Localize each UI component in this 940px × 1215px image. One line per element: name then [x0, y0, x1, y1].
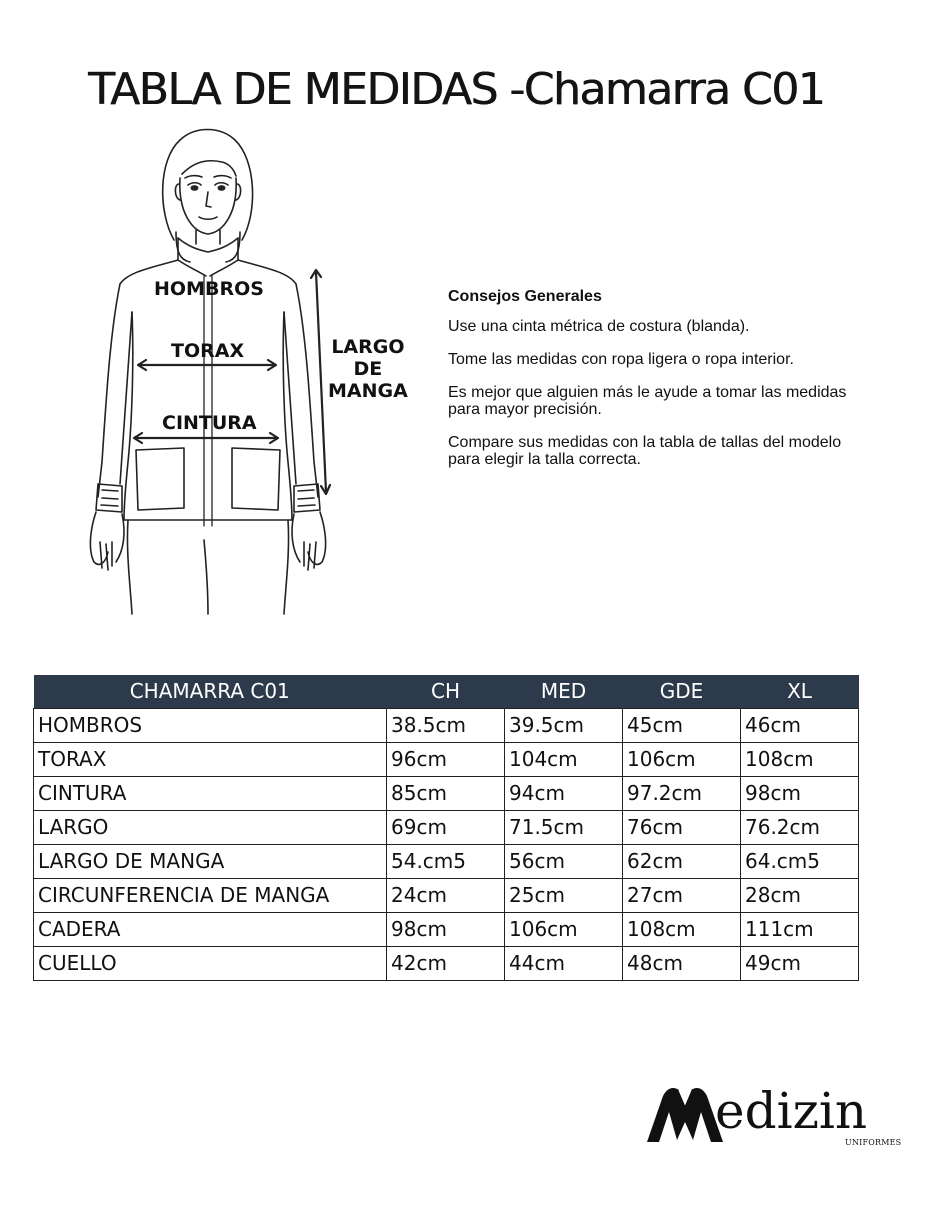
advice-item: Tome las medidas con ropa ligera o ropa interior. [448, 351, 794, 368]
table-cell: 106cm [505, 912, 623, 946]
general-advice [448, 288, 888, 484]
table-cell: HOMBROS [34, 708, 387, 742]
table-cell: 76.2cm [741, 810, 859, 844]
table-cell: 56cm [505, 844, 623, 878]
table-cell: 42cm [387, 946, 505, 980]
table-cell: CINTURA [34, 776, 387, 810]
table-cell: 111cm [741, 912, 859, 946]
column-header: MED [505, 675, 623, 708]
table-cell: 85cm [387, 776, 505, 810]
page-title: TABLA DE MEDIDAS -Chamarra C01 [88, 64, 825, 115]
table-row [34, 742, 859, 776]
table-cell: LARGO [34, 810, 387, 844]
table-cell: 28cm [741, 878, 859, 912]
table-cell: 69cm [387, 810, 505, 844]
table-row [34, 810, 859, 844]
table-row [34, 776, 859, 810]
table-cell: 27cm [623, 878, 741, 912]
advice-item: Use una cinta métrica de costura (blanda). [448, 318, 750, 335]
cintura-label: CINTURA [162, 412, 257, 434]
table-cell: CUELLO [34, 946, 387, 980]
table-cell: 46cm [741, 708, 859, 742]
brand-tagline: UNIFORMES [845, 1138, 902, 1147]
table-cell: 96cm [387, 742, 505, 776]
table-cell: TORAX [34, 742, 387, 776]
table-cell: 108cm [623, 912, 741, 946]
table-cell: 104cm [505, 742, 623, 776]
table-cell: 62cm [623, 844, 741, 878]
table-cell: 48cm [623, 946, 741, 980]
table-cell: 94cm [505, 776, 623, 810]
table-cell: 54.cm5 [387, 844, 505, 878]
largo-de-manga-label: LARGO DE MANGA [328, 336, 408, 402]
advice-item: Compare sus medidas con la tabla de tallas del modelo para elegir la talla correcta. [448, 434, 842, 468]
jacket-illustration [80, 122, 420, 617]
torax-label: TORAX [171, 340, 245, 362]
table-cell: LARGO DE MANGA [34, 844, 387, 878]
table-header-row [34, 675, 859, 708]
table-row [34, 946, 859, 980]
table-cell: 24cm [387, 878, 505, 912]
table-cell: CIRCUNFERENCIA DE MANGA [34, 878, 387, 912]
table-cell: 98cm [387, 912, 505, 946]
table-cell: 39.5cm [505, 708, 623, 742]
column-header: XL [741, 675, 859, 708]
table-cell: 97.2cm [623, 776, 741, 810]
table-cell: 49cm [741, 946, 859, 980]
column-header: CH [387, 675, 505, 708]
table-cell: 45cm [623, 708, 741, 742]
advice-item: Es mejor que alguien más le ayude a tomar las medidas para mayor precisión. [448, 384, 847, 418]
table-cell: 64.cm5 [741, 844, 859, 878]
table-row [34, 912, 859, 946]
table-row [34, 878, 859, 912]
column-header: CHAMARRA C01 [34, 675, 387, 708]
table-cell: 25cm [505, 878, 623, 912]
size-table [33, 675, 859, 981]
hombros-label: HOMBROS [154, 278, 264, 300]
brand-name: edizin [715, 1082, 868, 1140]
column-header: GDE [623, 675, 741, 708]
table-cell: 108cm [741, 742, 859, 776]
advice-title: Consejos Generales [448, 288, 602, 305]
table-cell: 98cm [741, 776, 859, 810]
medizin-logo [645, 1080, 915, 1150]
table-cell: 106cm [623, 742, 741, 776]
table-row [34, 708, 859, 742]
table-cell: 76cm [623, 810, 741, 844]
jacket-m-logo-icon [645, 1082, 725, 1144]
table-row [34, 844, 859, 878]
table-cell: 44cm [505, 946, 623, 980]
table-cell: 71.5cm [505, 810, 623, 844]
table-cell: CADERA [34, 912, 387, 946]
table-cell: 38.5cm [387, 708, 505, 742]
